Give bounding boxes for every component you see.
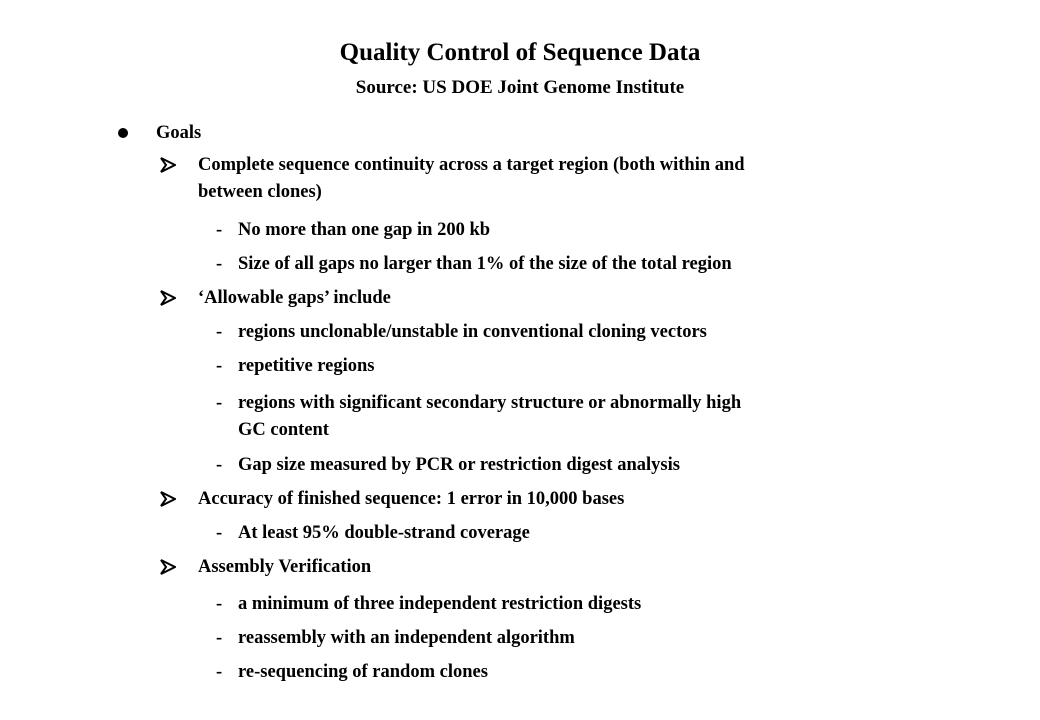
- item-resequencing: re-sequencing of random clones: [238, 662, 488, 682]
- dash-marker: -: [216, 455, 223, 475]
- goals-heading: Goals: [156, 123, 202, 143]
- dash-marker: -: [216, 322, 223, 342]
- dash-marker: -: [216, 523, 223, 543]
- bullet-dot-icon: [118, 128, 128, 138]
- arrow-bullet-icon: [160, 290, 176, 306]
- dash-marker: -: [216, 220, 223, 240]
- item-secondary-line1: regions with significant secondary structure or abnormally high: [238, 393, 742, 413]
- item-coverage: At least 95% double-strand coverage: [238, 523, 530, 543]
- arrow-bullet-icon: [160, 559, 176, 575]
- item-gap-measured: Gap size measured by PCR or restriction digest analysis: [238, 455, 680, 475]
- item-unclonable: regions unclonable/unstable in conventional cloning vectors: [238, 322, 707, 342]
- item-gap-200kb: No more than one gap in 200 kb: [238, 220, 491, 240]
- arrow-bullet-icon: [160, 157, 176, 173]
- item-continuity-line1: Complete sequence continuity across a target region (both within and: [198, 155, 745, 175]
- slide-title: Quality Control of Sequence Data: [339, 39, 701, 66]
- arrow-bullet-icon: [160, 491, 176, 507]
- item-reassembly: reassembly with an independent algorithm: [238, 628, 575, 648]
- item-secondary-line2: GC content: [238, 420, 329, 440]
- item-assembly: Assembly Verification: [198, 557, 372, 577]
- dash-marker: -: [216, 393, 223, 413]
- dash-marker: -: [216, 594, 223, 614]
- item-continuity-line2: between clones): [198, 182, 322, 202]
- dash-marker: -: [216, 254, 223, 274]
- item-digests: a minimum of three independent restriction digests: [238, 594, 642, 614]
- dash-marker: -: [216, 356, 223, 376]
- item-allowable-gaps: ‘Allowable gaps’ include: [198, 288, 391, 308]
- item-accuracy: Accuracy of finished sequence: 1 error in 10,000 bases: [198, 489, 625, 509]
- item-gap-size: Size of all gaps no larger than 1% of the size of the total region: [238, 254, 732, 274]
- item-repetitive: repetitive regions: [238, 356, 375, 376]
- slide-subtitle: Source: US DOE Joint Genome Institute: [355, 77, 685, 98]
- dash-marker: -: [216, 662, 223, 682]
- dash-marker: -: [216, 628, 223, 648]
